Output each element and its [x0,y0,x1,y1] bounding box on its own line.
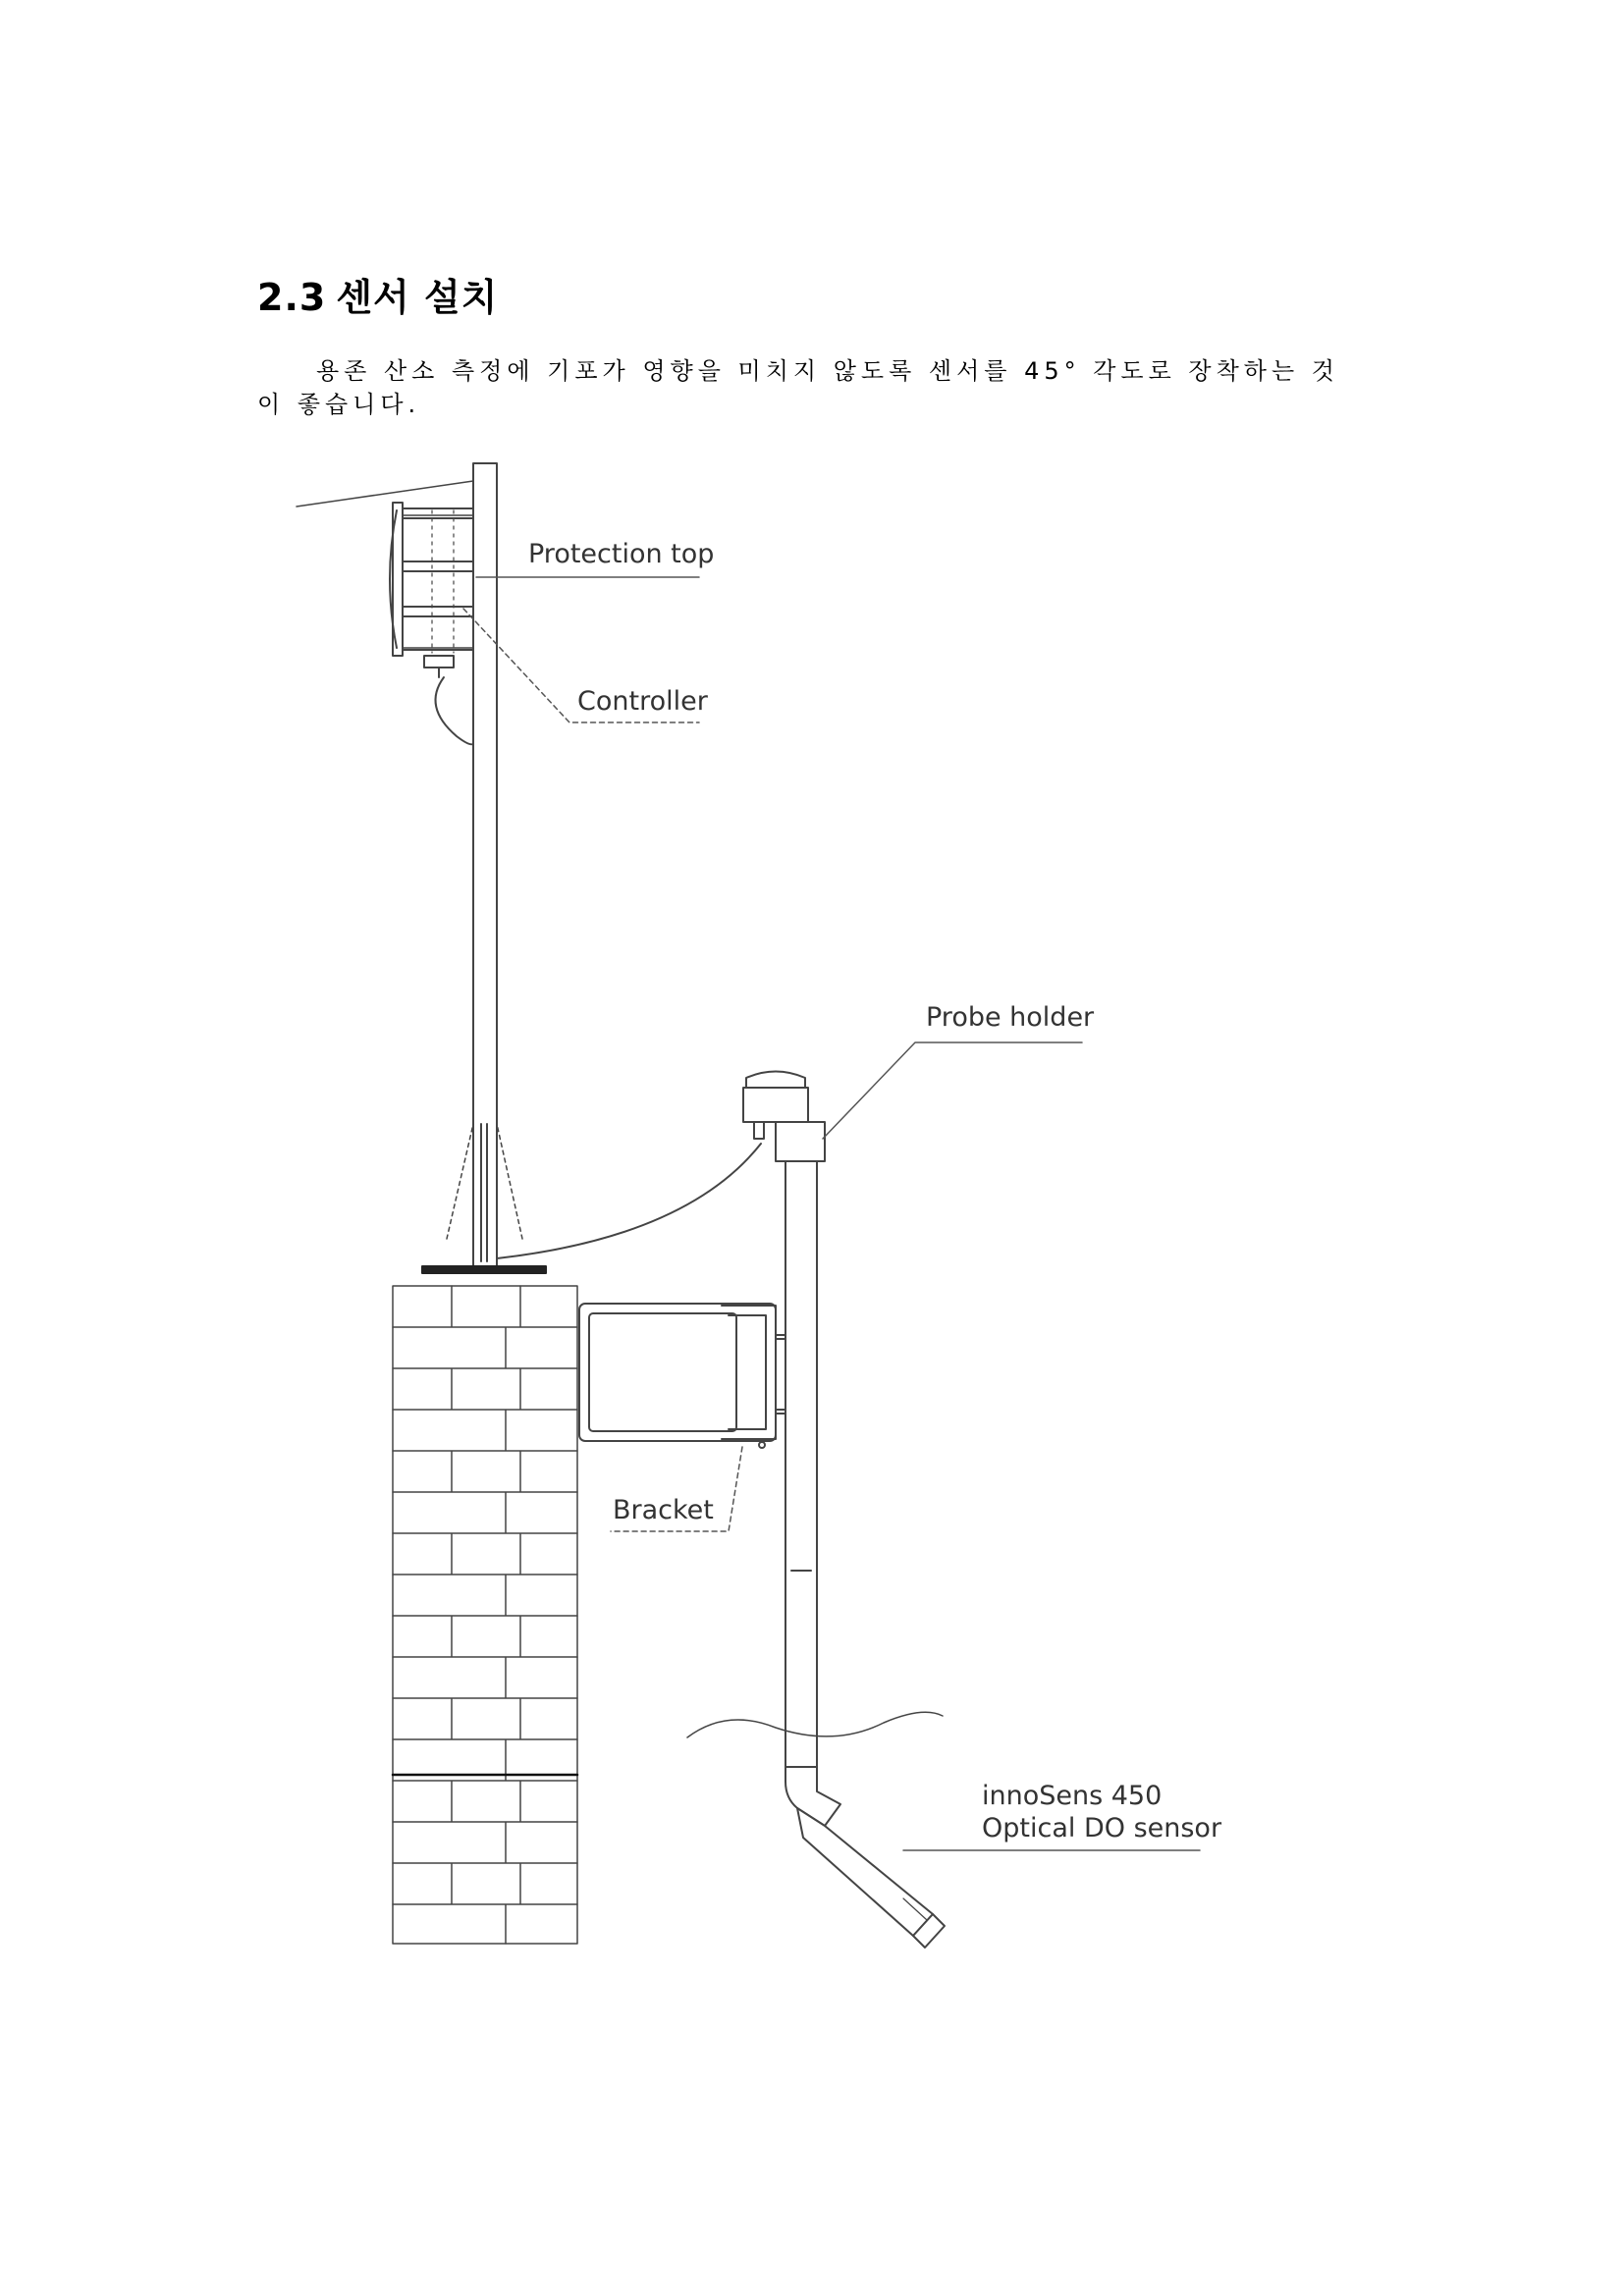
label-sensor-type: Optical DO sensor [982,1813,1222,1843]
main-pole [422,463,546,1273]
controller-drawing [403,515,473,744]
brick-wall [393,1286,577,1944]
label-probe-holder: Probe holder [926,1002,1095,1033]
label-controller: Controller [577,686,708,717]
label-protection-top: Protection top [528,539,715,569]
section-number: 2.3 [257,276,327,319]
protection-top-drawing [297,481,473,656]
bracket-drawing [579,1304,817,1448]
label-sensor-model: innoSens 450 [982,1781,1163,1811]
label-bracket: Bracket [613,1495,714,1525]
do-sensor-drawing [785,1767,945,1948]
section-title: 센서 설치 [336,276,499,319]
instruction-paragraph: 용존 산소 측정에 기포가 영향을 미치지 않도록 센서를 45° 각도로 장착하는 것이 좋습니다. [257,357,1339,418]
